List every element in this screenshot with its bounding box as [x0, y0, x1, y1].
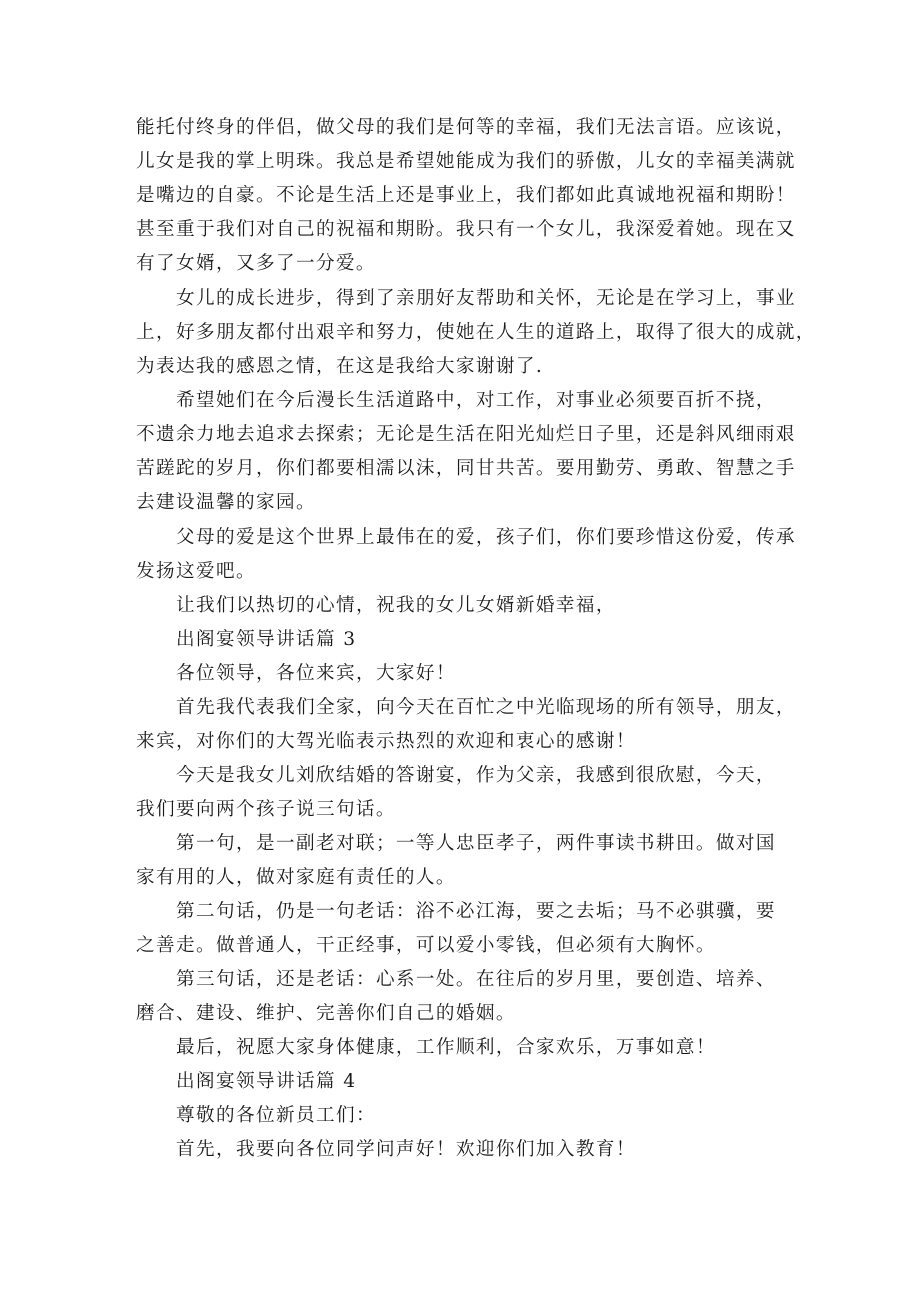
paragraph-blessing: [136, 589, 800, 623]
text-line: 儿女是我的掌上明珠。我总是希望她能成为我们的骄傲，儿女的幸福美满就: [136, 151, 796, 172]
text-line: 第二句话，仍是一句老话：浴不必江海，要之去垢；马不必骐骥，要: [176, 901, 776, 922]
text-line: 有了女婿，又多了一分爱。: [136, 253, 376, 274]
heading-text: 出阁宴领导讲话篇 3: [176, 629, 357, 650]
section-heading-4: [136, 1065, 800, 1099]
paragraph-opening: [136, 1133, 800, 1167]
text-line: 去建设温馨的家园。: [136, 492, 316, 513]
text-line: 第一句，是一副老对联；一等人忠臣孝子，两件事读书耕田。做对国: [176, 833, 776, 854]
text-line: 第三句话，还是老话：心系一处。在往后的岁月里，要创造、培养、: [176, 969, 776, 990]
paragraph-second-saying: [136, 895, 800, 963]
text-line: 今天是我女儿刘欣结婚的答谢宴，作为父亲，我感到很欣慰，今天，: [176, 765, 776, 786]
paragraph-parents-love: [136, 521, 800, 589]
text-line: 最后，祝愿大家身体健康，工作顺利，合家欢乐，万事如意！: [176, 1037, 716, 1058]
text-line: 首先我代表我们全家，向今天在百忙之中光临现场的所有领导，朋友，: [176, 697, 796, 718]
text-line: 能托付终身的伴侣，做父母的我们是何等的幸福，我们无法言语。应该说，: [136, 117, 796, 138]
text-line: 上，好多朋友都付出艰辛和努力，使她在人生的道路上，取得了很大的成就，: [136, 322, 816, 343]
text-line: 首先，我要向各位同学问声好！欢迎你们加入教育！: [176, 1139, 636, 1160]
text-line: 我们要向两个孩子说三句话。: [136, 799, 396, 820]
text-line: 女儿的成长进步，得到了亲朋好友帮助和关怀，无论是在学习上，事业: [176, 288, 796, 309]
text-line: 苦蹉跎的岁月，你们都要相濡以沫，同甘共苦。要用勤劳、勇敢、智慧之手: [136, 458, 796, 479]
text-line: 尊敬的各位新员工们：: [176, 1105, 376, 1126]
paragraph-parents-happiness: [136, 111, 800, 281]
paragraph-welcome: [136, 691, 800, 759]
paragraph-third-saying: [136, 963, 800, 1031]
paragraph-salutation: [136, 1099, 800, 1133]
text-line: 是嘴边的自豪。不论是生活上还是事业上，我们都如此真诚地祝福和期盼！: [136, 185, 796, 206]
text-line: 父母的爱是这个世界上最伟在的爱，孩子们，你们要珍惜这份爱，传承: [176, 527, 796, 548]
paragraph-wedding-banquet: [136, 759, 800, 827]
text-line: 为表达我的感恩之情，在这是我给大家谢谢了.: [136, 356, 544, 377]
text-line: 甚至重于我们对自己的祝福和期盼。我只有一个女儿，我深爱着她。现在又: [136, 219, 796, 240]
paragraph-greeting: [136, 657, 800, 691]
text-line: 之善走。做普通人，干正经事，可以爱小零钱，但必须有大胸怀。: [136, 935, 716, 956]
section-heading-3: [136, 623, 800, 657]
paragraph-gratitude: [136, 282, 816, 384]
text-line: 各位领导，各位来宾，大家好！: [176, 663, 456, 684]
text-line: 磨合、建设、维护、完善你们自己的婚姻。: [136, 1003, 516, 1024]
text-line: 家有用的人，做对家庭有责任的人。: [136, 867, 456, 888]
text-line: 希望她们在今后漫长生活道路中，对工作，对事业必须要百折不挠，: [176, 390, 776, 411]
paragraph-first-saying: [136, 827, 800, 895]
text-line: 来宾，对你们的大驾光临表示热烈的欢迎和衷心的感谢！: [136, 731, 636, 752]
text-line: 让我们以热切的心情，祝我的女儿女婿新婚幸福，: [176, 595, 616, 616]
text-line: 不遗余力地去追求去探索；无论是生活在阳光灿烂日子里，还是斜风细雨艰: [136, 424, 796, 445]
text-line: 发扬这爱吧。: [136, 561, 256, 582]
heading-text: 出阁宴领导讲话篇 4: [176, 1071, 357, 1092]
paragraph-final-wishes: [136, 1031, 800, 1065]
paragraph-wishes: [136, 384, 800, 520]
